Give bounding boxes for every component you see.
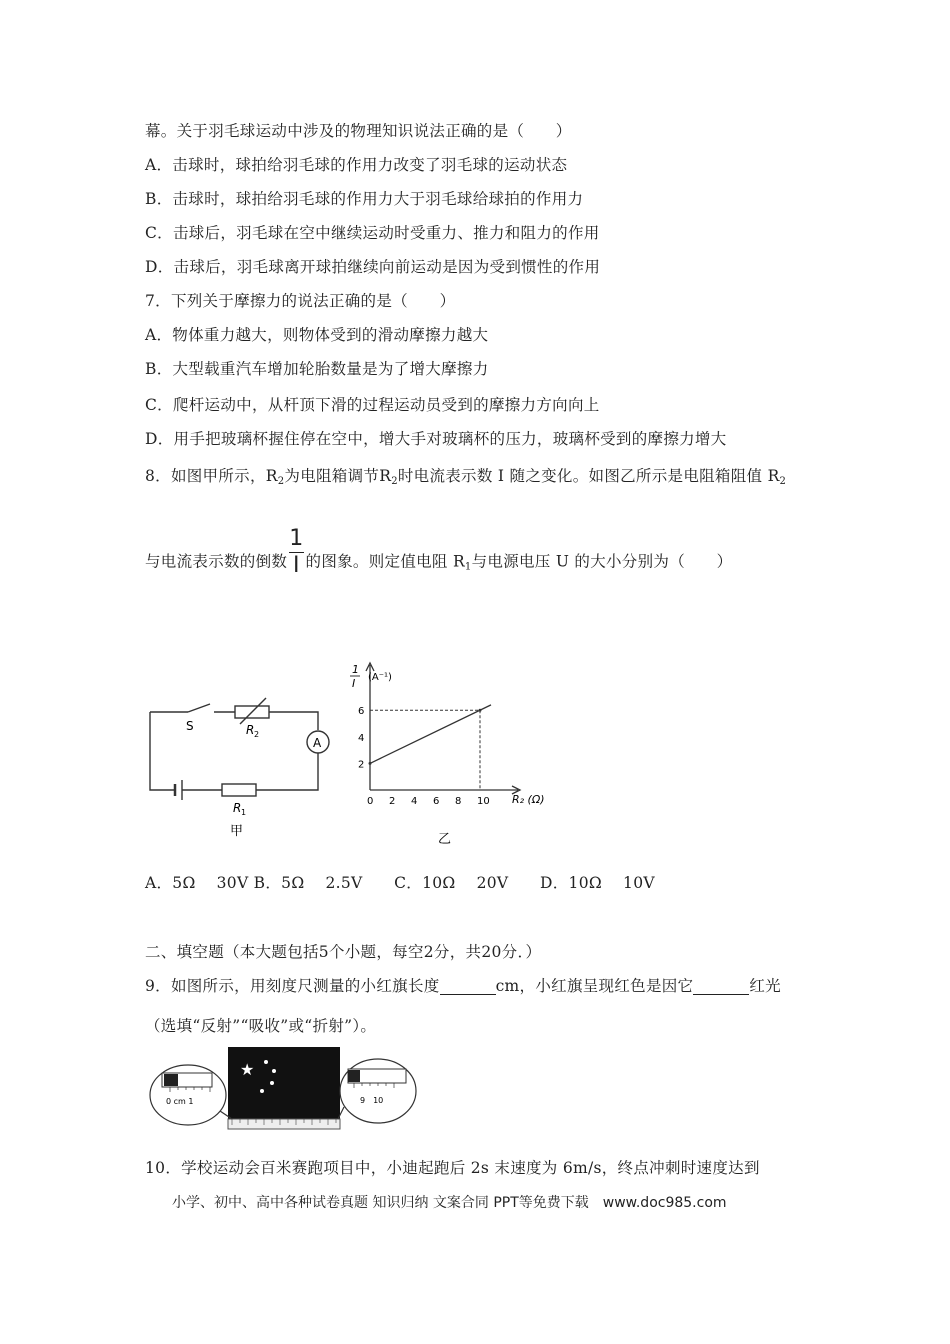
data-point (369, 762, 372, 765)
data-point (479, 709, 482, 712)
question-10-stem: 10．学校运动会百米赛跑项目中，小迪起跑后 2s 末速度为 6m/s，终点冲刺时速度达到 (145, 1159, 760, 1177)
x-tick-label: 0 (367, 796, 374, 807)
x-tick-label: 2 (389, 796, 396, 807)
r2-label-sub: 2 (254, 730, 260, 739)
x-tick-label: 8 (455, 796, 462, 807)
option-6b: B．击球时，球拍给羽毛球的作用力大于羽毛球给球拍的作用力 (145, 190, 584, 208)
ruler-bar (228, 1119, 340, 1129)
x-tick-label: 6 (433, 796, 440, 807)
x-tick-label: 10 (477, 796, 490, 807)
r2-label: R (246, 723, 255, 737)
option-6d: D．击球后，羽毛球离开球拍继续向前运动是因为受到惯性的作用 (145, 258, 601, 276)
y-axis-label-den: I (352, 677, 356, 690)
x-axis-label: R₂ (Ω) (512, 793, 545, 806)
question-8-stem-line1: 8．如图甲所示，$R_2$为电阻箱调节$R_2$时电流表示数 I 随之变化。如图乙所示是电阻箱阻值 $R_2$ (145, 467, 787, 487)
question-8-stem-line2: 与电流表示数的倒数 $\frac{1}{I}$ 的图象。则定值电阻 $R_1$与电源电压 U 的大小分别为（ ） (145, 526, 733, 578)
section-2-heading: 二、填空题（本大题包括5个小题，每空2分，共20分．） (145, 943, 542, 961)
ammeter-label: A (313, 736, 322, 750)
x-tick-label: 4 (411, 796, 418, 807)
reciprocal-fraction: $\frac{1}{I}$ (289, 526, 304, 578)
y-axis-label-num: 1 (352, 663, 359, 676)
question-9-hint: （选填“反射”“吸收”或“折射”）。 (145, 1017, 377, 1035)
ruler-right-label: 9 10 (360, 1096, 384, 1105)
graph-caption: 乙 (438, 832, 452, 847)
option-7c: C．爬杆运动中，从杆顶下滑的过程运动员受到的摩擦力方向向上 (145, 396, 600, 414)
y-tick-label: 2 (358, 759, 365, 771)
option-7b: B．大型载重汽车增加轮胎数量是为了增大摩擦力 (145, 360, 489, 378)
flag-big-star-icon: ★ (240, 1060, 255, 1079)
circuit-diagram (140, 690, 330, 840)
y-tick-label: 4 (358, 732, 365, 744)
graph-reciprocal-current (340, 655, 560, 850)
option-6a: A．击球时，球拍给羽毛球的作用力改变了羽毛球的运动状态 (145, 156, 568, 174)
question-7-stem: 7．下列关于摩擦力的说法正确的是（ ） (145, 292, 456, 310)
answer-blank-length[interactable] (440, 978, 496, 995)
option-7d: D．用手把玻璃杯握住停在空中，增大手对玻璃杯的压力，玻璃杯受到的摩擦力增大 (145, 430, 727, 448)
ruler-left-label: 0 cm 1 (166, 1097, 194, 1106)
y-axis-unit: (A⁻¹) (368, 672, 392, 683)
circuit-caption: 甲 (230, 824, 244, 839)
red-flag-image (228, 1047, 340, 1119)
r1-label-sub: 1 (241, 808, 247, 817)
question-8-options: A．5Ω 30V B．5Ω 2.5V C．10Ω 20V D．10Ω 10V (145, 874, 655, 892)
page-footer: 小学、初中、高中各种试卷真题 知识归纳 文案合同 PPT等免费下载 www.doc985.com (172, 1195, 727, 1211)
option-6c: C．击球后，羽毛球在空中继续运动时受重力、推力和阻力的作用 (145, 224, 600, 242)
y-tick-label: 6 (358, 706, 365, 718)
r1-label: R (233, 801, 242, 815)
option-7a: A．物体重力越大，则物体受到的滑动摩擦力越大 (145, 326, 489, 344)
ruler-flag-figure (148, 1045, 418, 1135)
switch-label: S (186, 719, 194, 733)
question-9-stem: 9．如图所示，用刻度尺测量的小红旗长度 cm，小红旗呈现红色是因它 红光 (145, 977, 781, 995)
answer-blank-reflect[interactable] (693, 978, 749, 995)
question-6-stem-continued: 幕。关于羽毛球运动中涉及的物理知识说法正确的是（ ） (145, 122, 572, 140)
series-line (370, 705, 491, 764)
